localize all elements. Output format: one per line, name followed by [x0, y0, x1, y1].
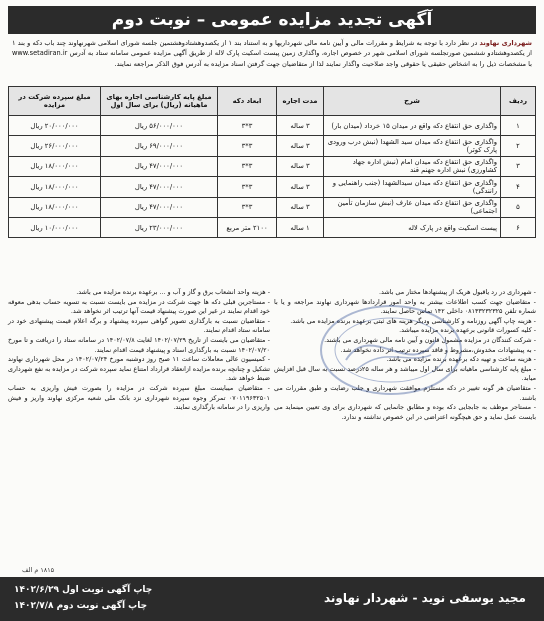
condition-item: - متقاضیان هر گونه تغییر در دکه مستلزم موافقت شهرداری و جلب رضایت و طبق مقررات می باشند.	[274, 383, 536, 402]
row-description: پیست اسکیت واقع در پارک لاله	[324, 217, 501, 237]
intro-organization: شهرداری نهاوند	[479, 39, 532, 47]
condition-item: - شهرداری در رد یاقبول هریک از پیشنهادها مختار می باشد.	[378, 288, 536, 296]
condition-item: - مستاجرین قبلی دکه ها جهت شرکت در مزایده می بایست نسبت به تسویه حساب بدهی معوقه خود اقدام نمایند در غیر این صورت پیشنهاد قیمت آنها ترتیب اثر نخواهد شد.	[8, 297, 270, 316]
row-base-rent: ۶۹/۰۰۰/۰۰۰ ریال	[101, 136, 218, 156]
row-description: واگذاری حق انتفاع دکه میدان سیدالشهدا (جنب راهنمایی و رانندگی)	[324, 177, 501, 197]
row-deposit: ۱۸/۰۰۰/۰۰۰ ریال	[9, 177, 101, 197]
table-row	[9, 217, 536, 237]
row-deposit: ۲۰/۰۰۰/۰۰۰ ریال	[9, 116, 101, 136]
intro-text: در نظر دارد با توجه به شرایط و مقررات مالی و آیین نامه مالی شهرداریها و به استناد بند ۱ از یکصدوهشتادوهشتمین جلسه شورای اسلامی شهرنهاوند چند باب دکه و بند ۱ از یکصدوهشتادو ششمین صورتجلسه شورای اسلامی شهر در خصوص اجاره، واگذاری زمین پیست اسکیت پارک لاله از طریق آگهی مزایده عمومی سامانه ستاد به آدرس www.setadiran.ir با مشخصات ذیل را به اشخاص حقیقی یا حقوقی واجد صلاحیت واگذار نمایند لذا از متقاضیان جهت گرفتن اسناد مزایده به آدرس فوق الذکر مراجعه نمایند.	[12, 39, 532, 68]
condition-item: - کمیسیون عالی معاملات ساعت ۱۱ صبح روز دوشنبه مورخ ۱۴۰۲/۰۷/۲۴ در محل شهرداری نهاوند تشکیل و چنانچه برنده مزایده ازانعقاد قرارداد امتناع نماید سپرده شرکت در مزایده به نفع شهرداری ضبط خواهد شد.	[8, 355, 270, 383]
row-size: ۳*۳	[218, 156, 277, 176]
row-number: ۱	[501, 116, 536, 136]
col-header-kiosk-size: ابعاد دکه	[218, 87, 277, 116]
col-header-row-number: ردیف	[501, 87, 536, 116]
first-print-date: چاپ آگهی نوبت اول ۱۴۰۲/۶/۲۹	[14, 585, 153, 595]
condition-item: - متقاضیان نسبت به بارگذاری تصویر گواهی سپرده پیشنهاد و برگه اعلام قیمت پیشنهادی خود در سامانه ستاد اقدام نمایند.	[8, 316, 270, 335]
condition-item: - متقاضیان می بایست از تاریخ ۱۴۰۲/۰۷/۲۹ لغایت ۱۴۰۲/۰۷/۸ در سامانه ستاد را دریافت و تا مورخ ۱۴۰۲/۰۷/۲۰ نسبت به بارگذاری اسناد و پیشنهاد قیمت اقدام نمایند.	[8, 335, 270, 354]
row-description: واگذاری حق انتفاع دکه میدان امام (نبش اداره جهاد کشاورزی) نبش اداره جهنم قند	[324, 156, 501, 176]
condition-item: - هزینه چاپ آگهی روزنامه و کارشناسی ودیگر هزینه های ثبتی برعهده برنده مزایده می باشد.	[290, 316, 536, 325]
row-deposit: ۱۸/۰۰۰/۰۰۰ ریال	[9, 156, 101, 176]
table-header-row	[9, 87, 536, 116]
auction-table	[8, 86, 536, 238]
col-header-base-rent: مبلغ پایه کارشناسی اجاره بهای ماهیانه (ریال) برای سال اول	[101, 87, 218, 116]
row-base-rent: ۴۷/۰۰۰/۰۰۰ ریال	[101, 156, 218, 176]
row-size: ۳*۳	[218, 136, 277, 156]
col-header-deposit: مبلغ سپرده شرکت در مزایده	[9, 87, 101, 116]
condition-item: - هزینه ساخت و تهیه دکه برعهده برنده مزایده می باشد.	[386, 355, 536, 364]
row-base-rent: ۴۷/۰۰۰/۰۰۰ ریال	[101, 177, 218, 197]
row-number: ۲	[501, 136, 536, 156]
footer-band	[0, 577, 544, 621]
row-duration: ۳ ساله	[277, 116, 324, 136]
row-size: ۳*۳	[218, 197, 277, 217]
col-header-duration: مدت اجاره	[277, 87, 324, 116]
condition-item: - هزینه واحد انشعاب برق و گاز و آب و ... برعهده برنده مزایده می باشد.	[76, 288, 270, 296]
row-number: ۴	[501, 177, 536, 197]
row-size: ۲۱۰۰ متر مربع	[218, 217, 277, 237]
table-row	[9, 177, 536, 197]
condition-item: - شرکت کنندگان در مزایده مشمول قانون و آیین نامه مالی شهرداری می باشند.	[324, 335, 536, 344]
row-description: واگذاری حق انتفاع دکه میدان عارف (نبش سازمان تأمین اجتماعی)	[324, 197, 501, 217]
signatory: مجید یوسفی نوید - شهردار نهاوند	[323, 591, 526, 605]
row-description: واگذاری حق انتفاع دکه میدان سید الشهدا (نبش درب ورودی پارک کوثر)	[324, 136, 501, 156]
condition-item: - متقاضیان میبایست مبلغ سپرده شرکت در مزایده را بصورت فیش واریزی به حساب ۰۷۰۱۱۹۶۳۲۵۰۱ تمرکز وجوه سپرده شهرداری نزد بانک ملی شعبه مرکزی نهاوند واریز و فیش واریزی را در سامانه بارگذاری نمایند.	[8, 383, 270, 412]
row-number: ۳	[501, 156, 536, 176]
intro-paragraph	[12, 38, 532, 69]
row-base-rent: ۴۷/۰۰۰/۰۰۰ ریال	[101, 197, 218, 217]
row-description: واگذاری حق انتفاع دکه واقع در میدان ۱۵ خرداد (میدان بار)	[324, 116, 501, 136]
row-duration: ۱ ساله	[277, 217, 324, 237]
condition-item: - به پیشنهادات مخدوش،مشروط و فاقد سپرده ترتیب اثر داده نخواهد شد.	[340, 345, 536, 354]
row-number: ۵	[501, 197, 536, 217]
table-row	[9, 136, 536, 156]
row-deposit: ۲۶/۰۰۰/۰۰۰ ریال	[9, 136, 101, 156]
row-number: ۶	[501, 217, 536, 237]
publication-code: ۱۸۱۵ م الف	[22, 566, 55, 574]
row-deposit: ۱۸/۰۰۰/۰۰۰ ریال	[9, 197, 101, 217]
row-duration: ۳ ساله	[277, 197, 324, 217]
condition-item: - مبلغ پایه کارشناسی ماهیانه برای سال اول میباشد و هر ساله ۲۵درصد نسبت به سال قبل افزایش میابد.	[274, 364, 536, 383]
condition-item: - کلیه کسورات قانونی برعهده برنده مزایده میباشد.	[399, 326, 536, 335]
second-print-date: چاپ آگهی نوبت دوم ۱۴۰۲/۷/۸	[14, 601, 148, 611]
row-duration: ۳ ساله	[277, 177, 324, 197]
table-row	[9, 197, 536, 217]
row-deposit: ۱۰/۰۰۰/۰۰۰ ریال	[9, 217, 101, 237]
row-base-rent: ۵۶/۰۰۰/۰۰۰ ریال	[101, 116, 218, 136]
page-title: آگهی تجدید مزایده عمومی – نوبت دوم	[8, 6, 536, 34]
official-stamp-icon	[316, 300, 466, 400]
condition-item: - متقاضیان جهت کسب اطلاعات بیشتر به واحد امور قراردادها شهرداری نهاوند مراجعه و یا با شماره تلفن ۰۸۱۳۳۲۳۲۳۲۵ داخلی ۱۴۲ تماس حاصل نمایند.	[274, 297, 536, 316]
table-row	[9, 116, 536, 136]
table-row	[9, 156, 536, 176]
row-base-rent: ۲۳/۰۰۰/۰۰۰ ریال	[101, 217, 218, 237]
row-size: ۳*۳	[218, 116, 277, 136]
row-size: ۳*۳	[218, 177, 277, 197]
condition-item: - مستاجر موظف به جابجایی دکه بوده و مطابق جانمایی که شهرداری برای وی تعیین مینماید می بایست عمل نماید و حق هیچگونه اعتراضی در این خصوص نداشته و ندارد.	[274, 403, 536, 421]
row-duration: ۳ ساله	[277, 136, 324, 156]
conditions-left-column	[8, 288, 270, 574]
col-header-description: شرح	[324, 87, 501, 116]
row-duration: ۳ ساله	[277, 156, 324, 176]
